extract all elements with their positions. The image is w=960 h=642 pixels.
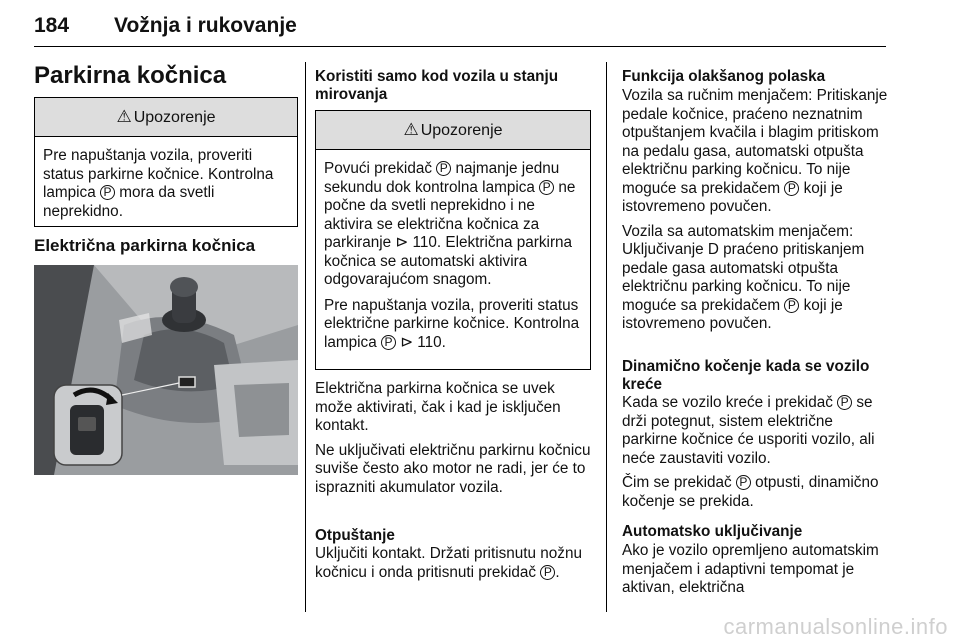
warning-header xyxy=(35,98,297,137)
manual-paragraph: Vozila sa ručnim menjačem: Pritiskanje pedale kočnice, praćeno neznatnim otpuštanjem kvačila i blagim pritiskom na pedalu gasa, automatski otpušta električnu parking kočnicu. To nije moguće sa prekidačem P koji je istovremeno povučen. xyxy=(622,87,888,215)
parking-brake-icon: P xyxy=(381,335,396,350)
page-number: 184 xyxy=(34,14,70,37)
auto-engage-heading: Automatsko uključivanje xyxy=(622,523,803,540)
column-rule-2 xyxy=(606,62,607,612)
page-header xyxy=(34,6,886,47)
warning-body xyxy=(316,150,590,360)
section-title: Vožnja i rukovanje xyxy=(114,14,297,37)
dynamic-paragraph-2: Čim se prekidač P otpusti, dinamično kočenje se prekida. xyxy=(622,474,879,510)
start-heading: Funkcija olakšanog polaska xyxy=(622,68,826,85)
parking-brake-icon: P xyxy=(540,565,555,580)
warning-box-2 xyxy=(315,110,591,370)
warning-box-1 xyxy=(34,97,298,227)
console-photo xyxy=(34,265,298,475)
warning-triangle-icon: ⚠ xyxy=(403,120,419,139)
parking-brake-icon: P xyxy=(100,185,115,200)
parking-brake-icon: P xyxy=(539,180,554,195)
release-text: Uključiti kontakt. Držati pritisnutu nožnu kočnicu i onda pritisnuti prekidač P . xyxy=(315,545,582,581)
col2-paragraph-2: Ne uključivati električnu parkirnu kočnicu suviše često ako motor ne radi, jer će to isprazniti akumulator vozila. xyxy=(315,441,591,496)
release-heading: Otpuštanje xyxy=(315,527,395,544)
page-title: Parkirna kočnica xyxy=(34,62,227,89)
dynamic-paragraph-1: Kada se vozilo kreće i prekidač P se drži potegnut, sistem električne parkirne kočnice će usporiti vozilo, ali neće zaustaviti vozilo. xyxy=(622,394,875,467)
warning-paragraph-1: Povući prekidač P najmanje jednu sekundu dok kontrolna lampica P ne počne da svetli neprekidno i ne aktivira se električna kočnica za parkiranje ⊳ 110. Električna parkirna kočnica se automatski aktivira odgovarajućom snagom. xyxy=(324,160,576,288)
parking-brake-icon: P xyxy=(436,161,451,176)
warning-paragraph-2: Pre napuštanja vozila, proveriti status električne parkirne kočnice. Kontrolna lampica P ⊳ 110. xyxy=(324,296,580,351)
parking-brake-icon: P xyxy=(784,181,799,196)
dynamic-heading: Dinamično kočenje kada se vozilo kreće xyxy=(622,358,870,393)
warning-body: Pre napuštanja vozila, proveriti status parkirne kočnice. Kontrolna lampica P mora da svetli neprekidno. xyxy=(43,147,274,220)
parking-brake-icon: P xyxy=(736,475,751,490)
parking-brake-icon: P xyxy=(784,298,799,313)
col2-paragraph-1: Električna parkirna kočnica se uvek može aktivirati, čak i kad je isključen kontakt. xyxy=(315,380,561,434)
column-rule-1 xyxy=(305,62,306,612)
auto-engage-text: Ako je vozilo opremljeno automatskim menjačem i adaptivni tempomat je aktivan, električna xyxy=(622,542,879,596)
electric-heading: Električna parkirna kočnica xyxy=(34,236,256,255)
warning-heading: Upozorenje xyxy=(420,122,503,139)
stationary-heading: Koristiti samo kod vozila u stanju mirovanja xyxy=(315,68,559,103)
warning-header xyxy=(316,111,590,150)
automatic-paragraph: Vozila sa automatskim menjačem: Uključivanje D praćeno pritiskanjem pedale gasa automatski otpušta električnu parking kočnicu. To nije moguće sa prekidačem P koji je istovremeno povučen. xyxy=(622,222,865,332)
warning-triangle-icon: ⚠ xyxy=(116,107,132,126)
parking-brake-icon: P xyxy=(837,395,852,410)
watermark: carmanualsonline.info xyxy=(723,614,948,639)
dynamic-text xyxy=(622,394,892,517)
col3-text xyxy=(622,87,892,340)
col2-text xyxy=(315,380,593,503)
warning-heading: Upozorenje xyxy=(133,109,216,126)
console-illustration xyxy=(34,265,298,475)
